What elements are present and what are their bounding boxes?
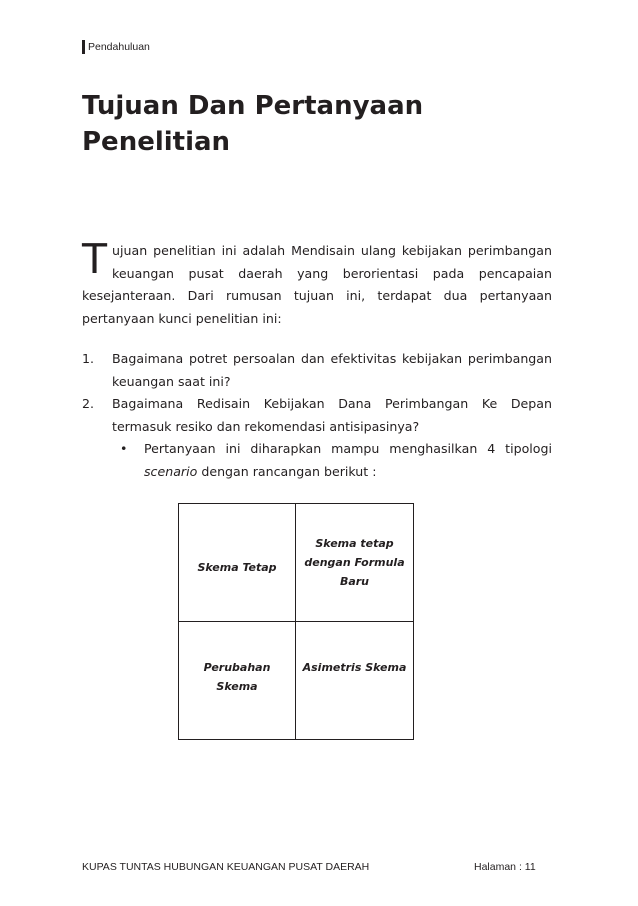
question-item bbox=[82, 348, 552, 393]
intro-paragraph bbox=[82, 235, 552, 330]
bullet-text-before: Pertanyaan ini diharapkan mampu menghasilkan 4 tipologi bbox=[144, 441, 552, 456]
matrix-cell-top-left bbox=[179, 504, 296, 622]
question-item bbox=[82, 393, 552, 438]
section-label: Pendahuluan bbox=[82, 40, 150, 54]
matrix-cell-top-right bbox=[296, 504, 413, 622]
question-text: Bagaimana Redisain Kebijakan Dana Perimbangan Ke Depan termasuk resiko dan rekomendasi antisipasinya? bbox=[112, 396, 552, 434]
page-title bbox=[82, 88, 423, 160]
page-title-line-2: Penelitian bbox=[82, 127, 231, 157]
matrix-cell-label: Asimetris Skema bbox=[302, 660, 407, 674]
matrix-cell-bottom-left bbox=[179, 622, 296, 740]
scenario-matrix bbox=[178, 503, 414, 740]
intro-text: ujuan penelitian ini adalah Mendisain ulang kebijakan perimbangan keuangan pusat daerah yang berorientasi pada pencapaian kesejanteraan. Dari rumusan tujuan ini, terdapat dua pertanyaan pertanyaan kunci penelitian ini: bbox=[82, 243, 552, 326]
bullet-italic-word: scenario bbox=[144, 463, 198, 479]
bullet-text-after: dengan rancangan berikut : bbox=[197, 463, 377, 479]
matrix-cell-label: Perubahan Skema bbox=[203, 660, 271, 693]
drop-cap: T bbox=[82, 235, 108, 283]
question-number: 2. bbox=[82, 396, 95, 411]
bullet-mark: • bbox=[120, 441, 128, 456]
matrix-cell-label: Skema tetap dengan Formula Baru bbox=[304, 536, 405, 588]
page-title-line-1: Tujuan Dan Pertanyaan bbox=[82, 91, 424, 121]
footer-page-number: Halaman : 11 bbox=[474, 861, 536, 873]
matrix-cell-label: Skema Tetap bbox=[197, 560, 277, 574]
research-questions-list bbox=[82, 348, 552, 483]
bullet-item bbox=[113, 438, 552, 483]
matrix-cell-bottom-right bbox=[296, 622, 413, 740]
question-number: 1. bbox=[82, 351, 95, 366]
question-text: Bagaimana potret persoalan dan efektivitas kebijakan perimbangan keuangan saat ini? bbox=[112, 351, 552, 389]
footer-book-title: KUPAS TUNTAS HUBUNGAN KEUANGAN PUSAT DAERAH bbox=[82, 861, 370, 873]
